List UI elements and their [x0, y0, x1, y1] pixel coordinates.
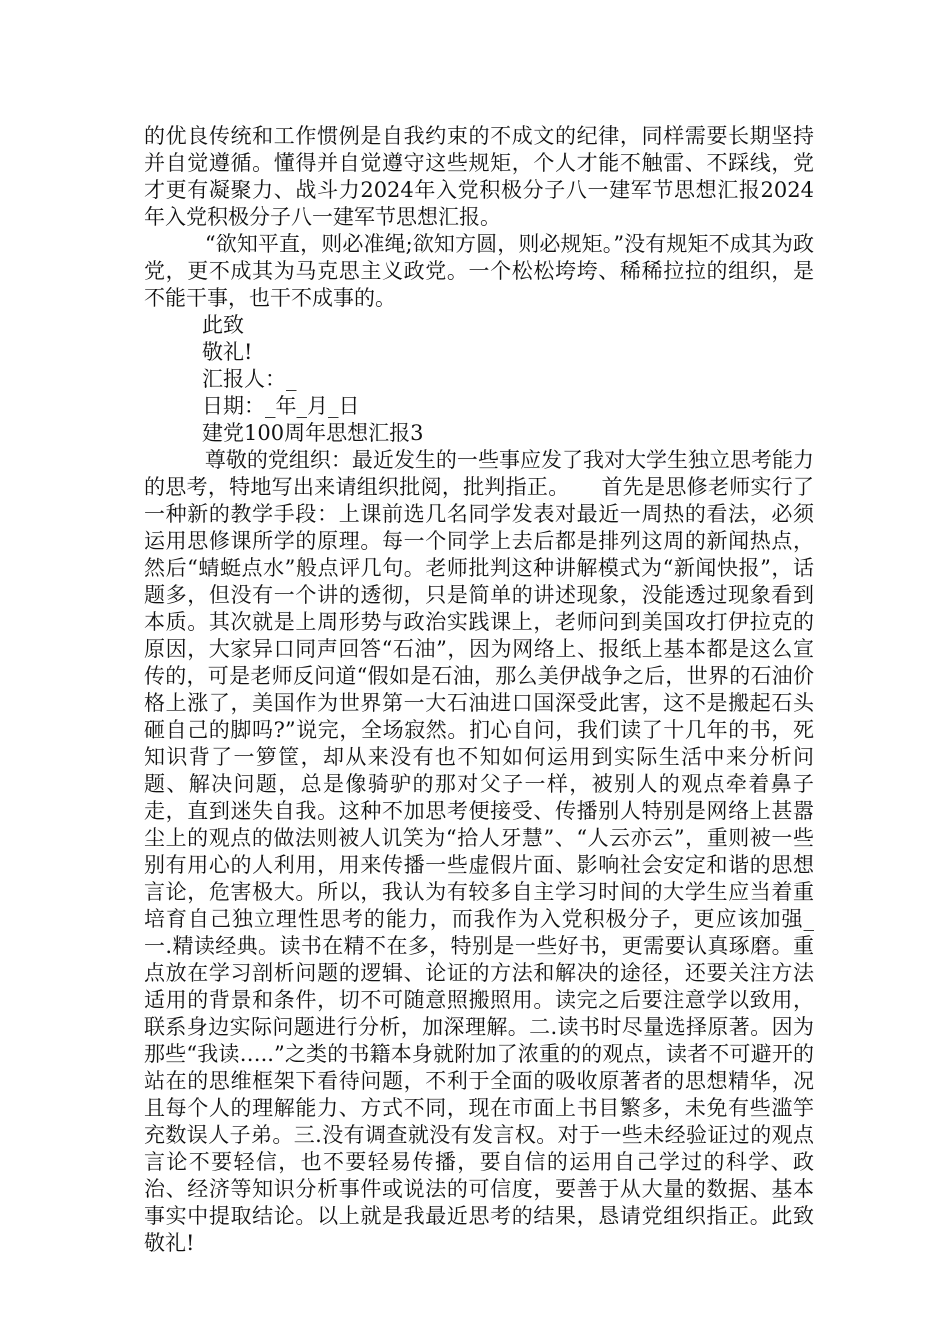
section-heading: 建党100周年思想汇报3 [202, 421, 424, 445]
paragraph-rules-quote: “欲知平直，则必准绳;欲知方圆，则必规矩。”没有规矩不成其为政党，更不成其为马克思主义政党。一个松松垮垮、稀稀拉拉的组织，是不能干事，也干不成事的。 [144, 232, 814, 310]
document-body [144, 123, 856, 1257]
paragraph-discipline: 的优良传统和工作惯例是自我约束的不成文的纪律，同样需要长期坚持并自觉遵循。懂得并自觉遵守这些规矩，个人才能不触雷、不踩线，党才更有凝聚力、战斗力2024年入党积极分子八一建军节思想汇报2024年入党积极分子八一建军节思想汇报。 [144, 124, 814, 229]
reporter-line: 汇报人：_ [202, 367, 297, 391]
salute-line: 敬礼! [202, 340, 253, 364]
date-line: 日期：_年_月_日 [202, 394, 360, 418]
paragraph-independent-thinking: 尊敬的党组织：最近发生的一些事应发了我对大学生独立思考能力的思考，特地写出来请组织批阅，批判指正。 首先是思修老师实行了一种新的教学手段：上课前选几名同学发表对最近一周热的看法，必须运用思修课所学的原理。每一个同学上去后都是排列这周的新闻热点，然后“蜻蜓点水”般点评几句。老师批判这种讲解模式为“新闻快报”，话题多，但没有一个讲的透彻，只是简单的讲述现象，没能透过现象看到本质。其次就是上周形势与政治实践课上，老师问到美国攻打伊拉克的原因，大家异口同声回答“石油”，因为网络上、报纸上基本都是这么宣传的，可是老师反问道“假如是石油，那么美伊战争之后，世界的石油价格上涨了，美国作为世界第一大石油进口国深受此害，这不是搬起石头砸自己的脚吗?”说完，全场寂然。扪心自问，我们读了十几年的书，死知识背了一箩筐，却从来没有也不知如何运用到实际生活中来分析问题、解决问题，总是像骑驴的那对父子一样，被别人的观点牵着鼻子走，直到迷失自我。这种不加思考便接受、传播别人特别是网络上甚嚣尘上的观点的做法则被人讥笑为“拾人牙慧”、“人云亦云”，重则被一些别有用心的人利用，用来传播一些虚假片面、影响社会安定和谐的思想言论，危害极大。所以，我认为有较多自主学习时间的大学生应当着重培育自己独立理性思考的能力，而我作为入党积极分子，更应该加强_ 一.精读经典。读书在精不在多，特别是一些好书，更需要认真琢磨。重点放在学习剖析问题的逻辑、论证的方法和解决的途径，还要关注方法适用的背景和条件，切不可随意照搬照用。读完之后要注意学以致用，联系身边实际问题进行分析，加深理解。二.读书时尽量选择原著。因为那些“我读…..”之类的书籍本身就附加了浓重的的观点，读者不可避开的站在的思维框架下看待问题，不利于全面的吸收原著者的思想精华，况且每个人的理解能力、方式不同，现在市面上书目繁多，未免有些滥竽充数误人子弟。三.没有调查就没有发言权。对于一些未经验证过的观点言论不要轻信，也不要轻易传播，要自信的运用自己学过的科学、政治、经济等知识分析事件或说法的可信度，要善于从大量的数据、基本事实中提取结论。以上就是我最近思考的结果，恳请党组织指正。此致敬礼! [144, 448, 856, 1255]
closing-line: 此致 [202, 313, 244, 337]
